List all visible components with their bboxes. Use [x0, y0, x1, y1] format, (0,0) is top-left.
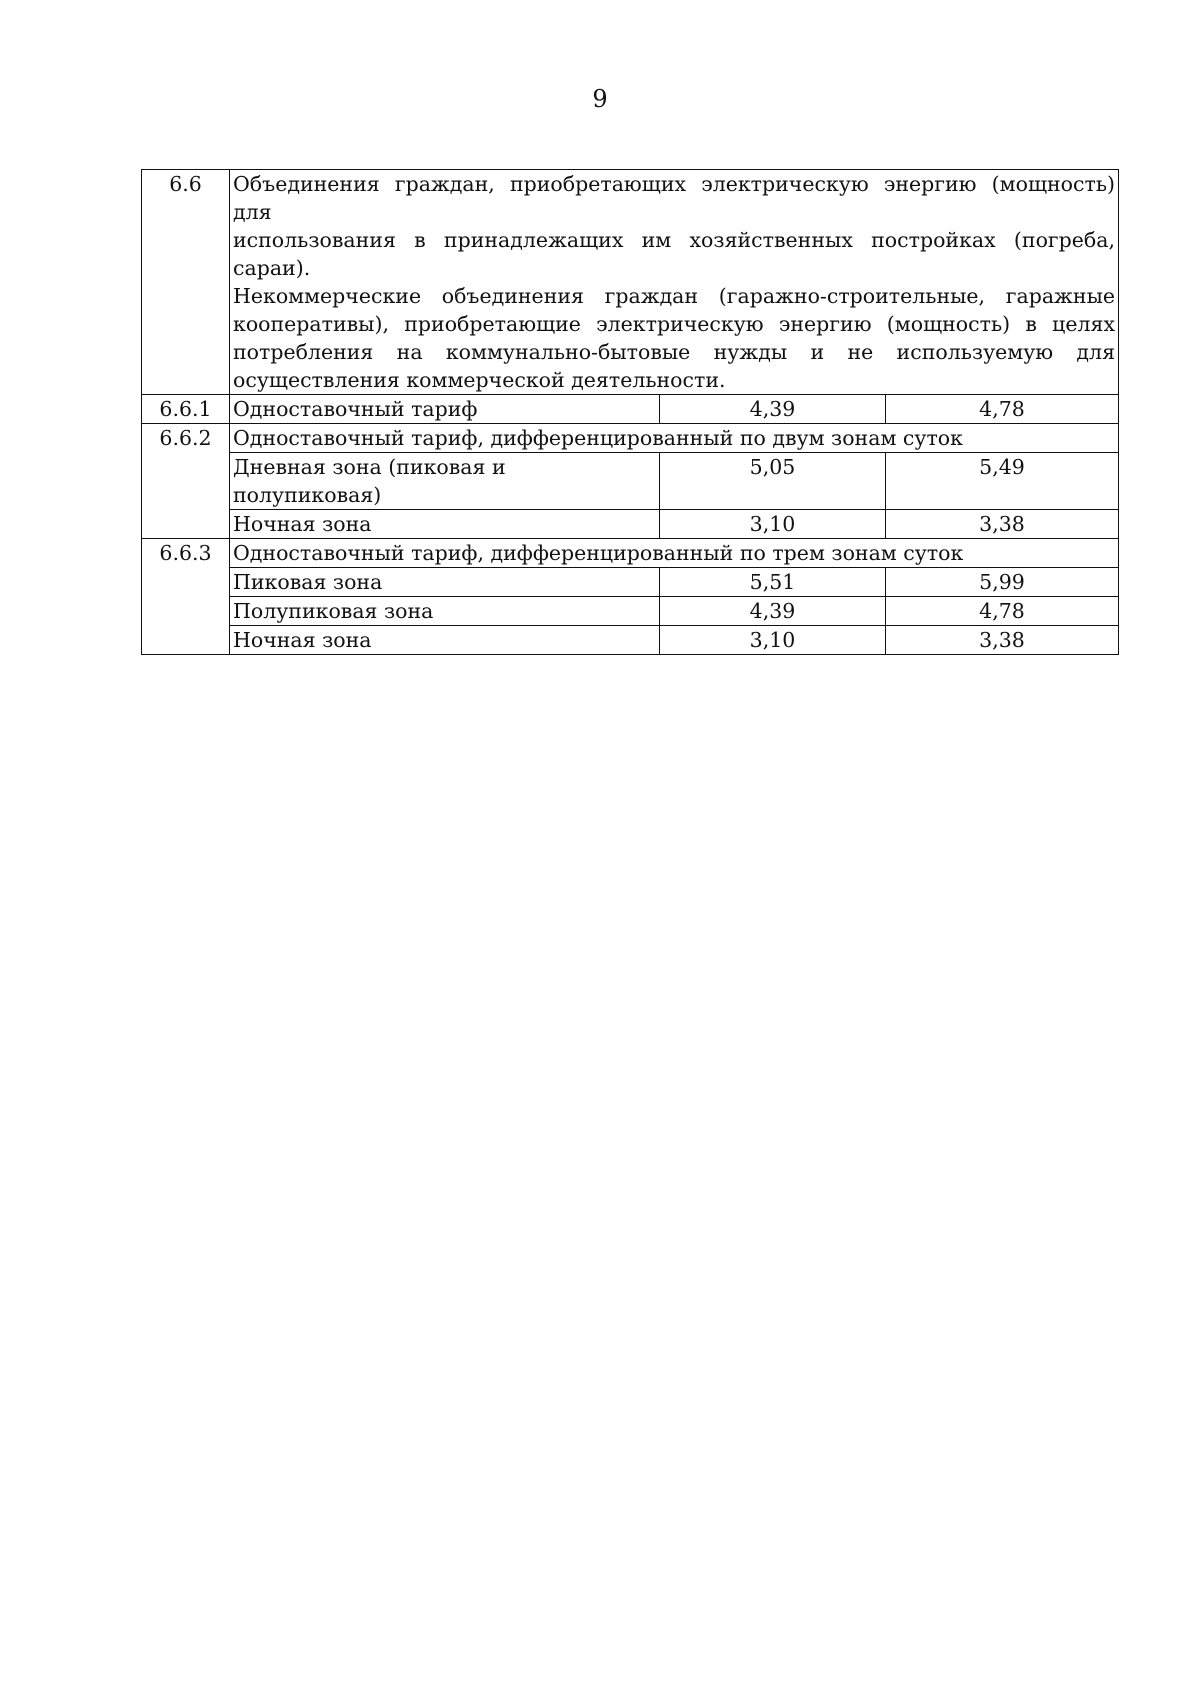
section-code: 6.6: [142, 170, 230, 395]
zone-value-1: 5,51: [660, 568, 886, 597]
page-number: 9: [592, 85, 608, 113]
row-name: Одноставочный тариф, дифференцированный по двум зонам суток: [230, 424, 1119, 453]
description-line: кооперативы), приобретающие электрическую энергию (мощность) в целях: [233, 312, 1116, 336]
table-row: [142, 568, 1119, 597]
row-code: 6.6.3: [142, 539, 230, 655]
zone-value-1: 3,10: [660, 626, 886, 655]
zone-name: Ночная зона: [230, 510, 660, 539]
description-line: Некоммерческие объединения граждан (гаражно-строительные, гаражные: [233, 284, 1116, 308]
description-line: использования в принадлежащих им хозяйственных постройках (погреба, сараи).: [233, 228, 1116, 280]
table-row: [142, 539, 1119, 568]
section-description: [230, 170, 1119, 395]
row-code: 6.6.2: [142, 424, 230, 539]
table-row: [142, 597, 1119, 626]
table-row: [142, 510, 1119, 539]
section-row: [142, 170, 1119, 395]
zone-value-1: 5,05: [660, 453, 886, 510]
zone-name: Ночная зона: [230, 626, 660, 655]
table-row: [142, 626, 1119, 655]
zone-name: Пиковая зона: [230, 568, 660, 597]
zone-value-2: 3,38: [886, 510, 1119, 539]
description-line: потребления на коммунально-бытовые нужды и не используемую для: [233, 340, 1116, 364]
description-line: Объединения граждан, приобретающих электрическую энергию (мощность) для: [233, 172, 1116, 224]
zone-value-2: 5,49: [886, 453, 1119, 510]
table-row: [142, 453, 1119, 510]
zone-value-1: 3,10: [660, 510, 886, 539]
row-value-1: 4,39: [660, 395, 886, 424]
tariff-table: [141, 169, 1119, 655]
zone-value-2: 5,99: [886, 568, 1119, 597]
row-code: 6.6.1: [142, 395, 230, 424]
row-name: Одноставочный тариф: [230, 395, 660, 424]
zone-value-1: 4,39: [660, 597, 886, 626]
zone-value-2: 4,78: [886, 597, 1119, 626]
description-line: осуществления коммерческой деятельности.: [233, 368, 726, 392]
row-value-2: 4,78: [886, 395, 1119, 424]
row-name: Одноставочный тариф, дифференцированный по трем зонам суток: [230, 539, 1119, 568]
table-row: [142, 424, 1119, 453]
zone-value-2: 3,38: [886, 626, 1119, 655]
table-row: [142, 395, 1119, 424]
zone-name: Полупиковая зона: [230, 597, 660, 626]
zone-name: Дневная зона (пиковая и полупиковая): [230, 453, 660, 510]
